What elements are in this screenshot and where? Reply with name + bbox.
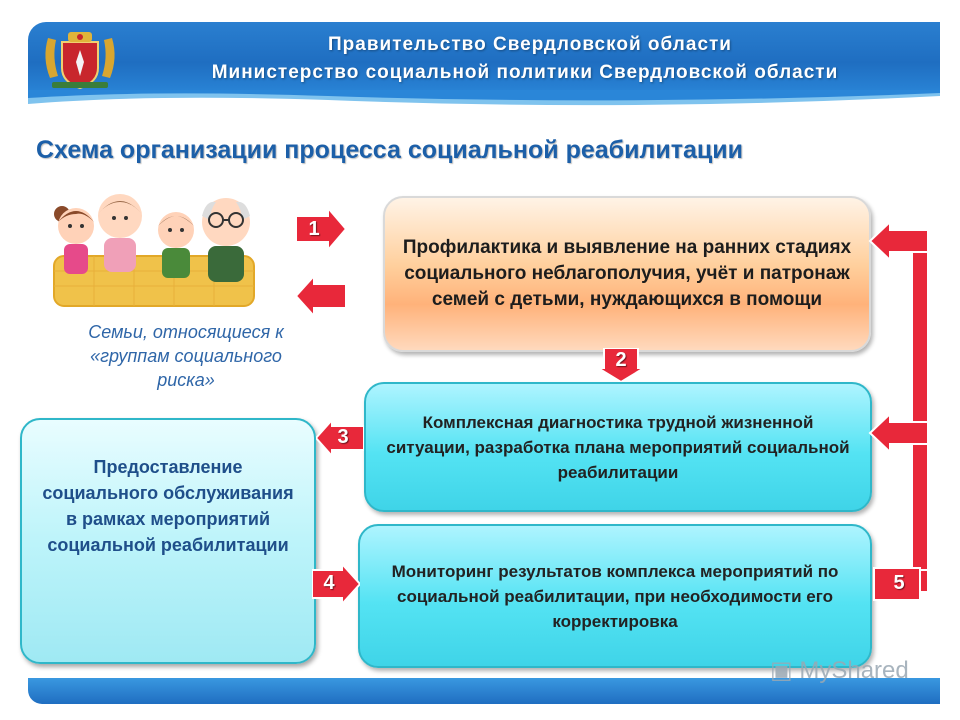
step2-text: Комплексная диагностика трудной жизненной ситуации, разработка плана мероприятий социальной реабилитации xyxy=(386,412,850,482)
step5-number: 5 xyxy=(893,572,905,594)
page-title: Схема организации процесса социальной реабилитации xyxy=(36,136,743,164)
coat-of-arms-icon xyxy=(38,28,122,92)
families-caption-line1: Семьи, относящиеся к xyxy=(88,322,284,342)
step1-text: Профилактика и выявление на ранних стадиях социального неблагополучия, учёт и патронаж семей с детьми, нуждающихся в помощи xyxy=(402,237,852,310)
step3-number: 3 xyxy=(337,426,349,448)
step2-diagnostics-box xyxy=(364,382,872,512)
step4-monitoring-box xyxy=(358,524,872,668)
step1-number: 1 xyxy=(308,218,320,240)
step3-text: Предоставление социального обслуживания в рамках мероприятий социальной реабилитации xyxy=(42,457,294,555)
header-government-title: Правительство Свердловской области xyxy=(328,34,732,55)
feedback-loop-arrows xyxy=(868,222,934,606)
step2-number: 2 xyxy=(615,349,627,371)
step4-text: Мониторинг результатов комплекса мероприятий по социальной реабилитации, при необходимости его корректировка xyxy=(391,561,839,631)
step1-prevention-box xyxy=(383,196,871,352)
watermark-text: MyShared xyxy=(799,657,909,684)
families-caption-line2: «группам социального xyxy=(90,346,282,366)
header-wave-decoration xyxy=(28,90,940,112)
watermark-logo xyxy=(770,656,909,685)
presentation-icon: ▣ xyxy=(770,657,800,684)
arrow-return xyxy=(296,276,346,316)
families-caption xyxy=(38,320,334,392)
families-illustration xyxy=(34,186,270,316)
header-ministry-title: Министерство социальной политики Свердловской области xyxy=(211,62,839,83)
step4-number: 4 xyxy=(323,572,335,594)
families-caption-line3: риска» xyxy=(157,370,215,390)
step3-social-service-box xyxy=(20,418,316,664)
